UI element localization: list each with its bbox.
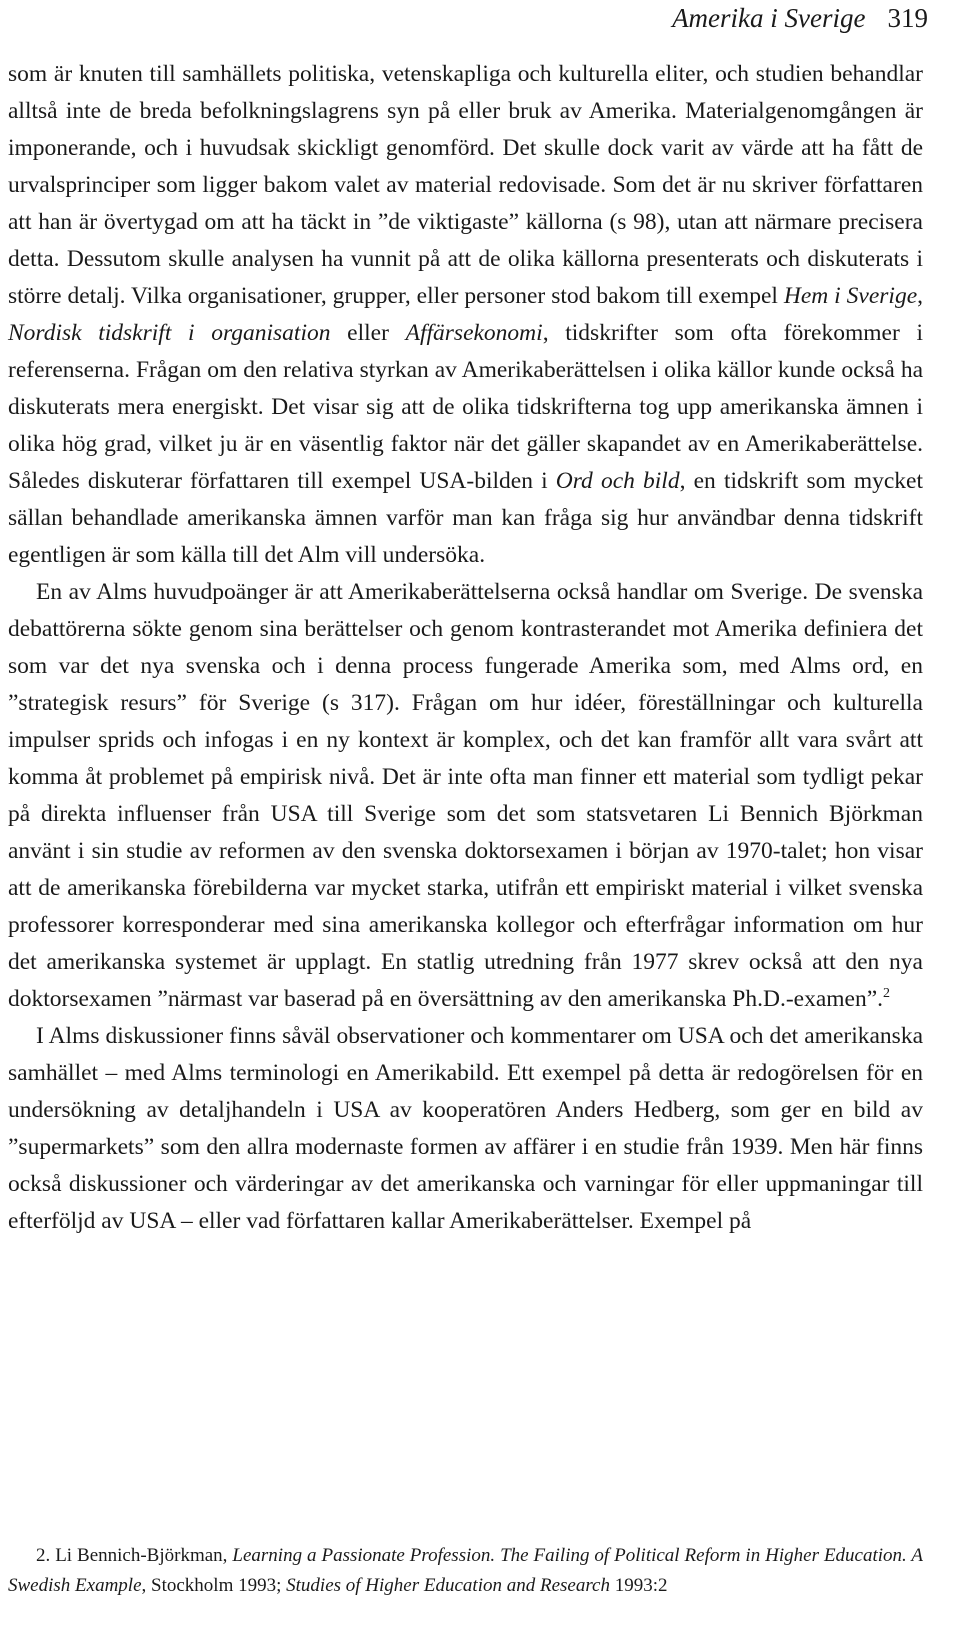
- italic-title: Hem i Sverige: [783, 283, 918, 309]
- body-text: [8, 56, 923, 1240]
- italic-title: Affärsekonomi: [405, 320, 543, 346]
- text-run: , Stockholm 1993;: [141, 1575, 287, 1596]
- page-number: 319: [887, 3, 928, 33]
- footnote: [8, 1541, 923, 1601]
- text-run: ,: [917, 283, 924, 309]
- footnote-marker: 2: [883, 986, 891, 1001]
- footnote-text: [8, 1541, 923, 1601]
- text-run: 2. Li Bennich-Björkman,: [36, 1545, 233, 1566]
- text-run: En av Alms huvudpoänger är att Amerikaberättelserna också handlar om Sverige. De svenska debattörerna sökte genom sina berättelser och genom kontrasterandet mot Amerika definiera det som var det nya svenska och i denna process fungerade Amerika som, med Alms ord, en ”strategisk resurs” för Sverige (s 317). Frågan om hur idéer, föreställningar och kulturella impulser sprids och infogas i en ny kontext är komplex, och det kan framför allt vara svårt att komma åt problemet på empirisk nivå. Det är inte ofta man finner ett material som tydligt pekar på direkta influenser från USA till Sverige som det som statsvetaren Li Bennich Björkman använt i sin studie av reformen av den svenska doktorsexamen i början av 1970-talet; hon visar att de amerikanska förebilderna var mycket starka, utifrån ett empiriskt material i vilket svenska professorer korresponderar med sina amerikanska kollegor och efterfrågar information om hur det amerikanska systemet är upplagt. En statlig utredning från 1977 skrev också att den nya doktorsexamen ”närmast var baserad på en översättning av den amerikanska Ph.D.-examen”.: [8, 579, 923, 1012]
- paragraph: [8, 574, 923, 1018]
- italic-title: Nordisk tidskrift i organisation: [8, 320, 331, 346]
- text-run: eller: [330, 320, 406, 346]
- running-head-title: Amerika i Sverige: [672, 3, 866, 33]
- text-run: I Alms diskussioner finns såväl observationer och kommentarer om USA och det amerikanska samhället – med Alms terminologi en Amerikabild. Ett exempel på detta är redogörelsen för en undersökning av detaljhandeln i USA av kooperatören Anders Hedberg, som ger en bild av ”supermarkets” som den allra modernaste formen av affärer i en studie från 1939. Men här finns också diskussioner och värderingar av det amerikanska och varningar för eller uppmaningar till efterföljd av USA – eller vad författaren kallar Amerikaberättelser. Exempel på: [8, 1023, 923, 1234]
- italic-title: Ord och bild: [555, 468, 680, 494]
- italic-title: Learning a Passionate Profession. The Failing of Political Reform in Higher Education. A Swedish Example: [8, 1545, 923, 1596]
- text-run: 1993:2: [609, 1575, 668, 1596]
- paragraph: [8, 1018, 923, 1240]
- text-run: , tidskrifter som ofta förekommer i referenserna. Frågan om den relativa styrkan av Amerikaberättelsen i olika källor kunde också ha diskuterats mera energiskt. Det visar sig att de olika tidskrifterna tog upp amerikanska ämnen i olika hög grad, vilket ju är en väsentlig faktor när det gäller skapandet av en Amerikaberättelse. Således diskuterar författaren till exempel USA-bilden i: [8, 320, 924, 494]
- paragraph: [8, 56, 923, 574]
- text-run: som är knuten till samhällets politiska, vetenskapliga och kulturella eliter, och studien behandlar alltså inte de breda befolkningslagrens syn på eller bruk av Amerika. Materialgenomgången är imponerande, och i huvudsak skickligt genomförd. Det skulle dock varit av värde att ha fått de urvalsprinciper som ligger bakom valet av material redovisade. Som det är nu skriver författaren att han är övertygad om att ha täckt in ”de viktigaste” källorna (s 98), utan att närmare precisera detta. Dessutom skulle analysen ha vunnit på att de olika källorna presenterats och diskuterats i större detalj. Vilka organisationer, grupper, eller personer stod bakom till exempel: [8, 61, 923, 309]
- text-run: , en tidskrift som mycket sällan behandlade amerikanska ämnen varför man kan fråga sig hur användbar denna tidskrift egentligen är som källa till det Alm vill undersöka.: [8, 468, 924, 568]
- italic-title: Studies of Higher Education and Research: [286, 1575, 610, 1596]
- running-head: [672, 2, 928, 34]
